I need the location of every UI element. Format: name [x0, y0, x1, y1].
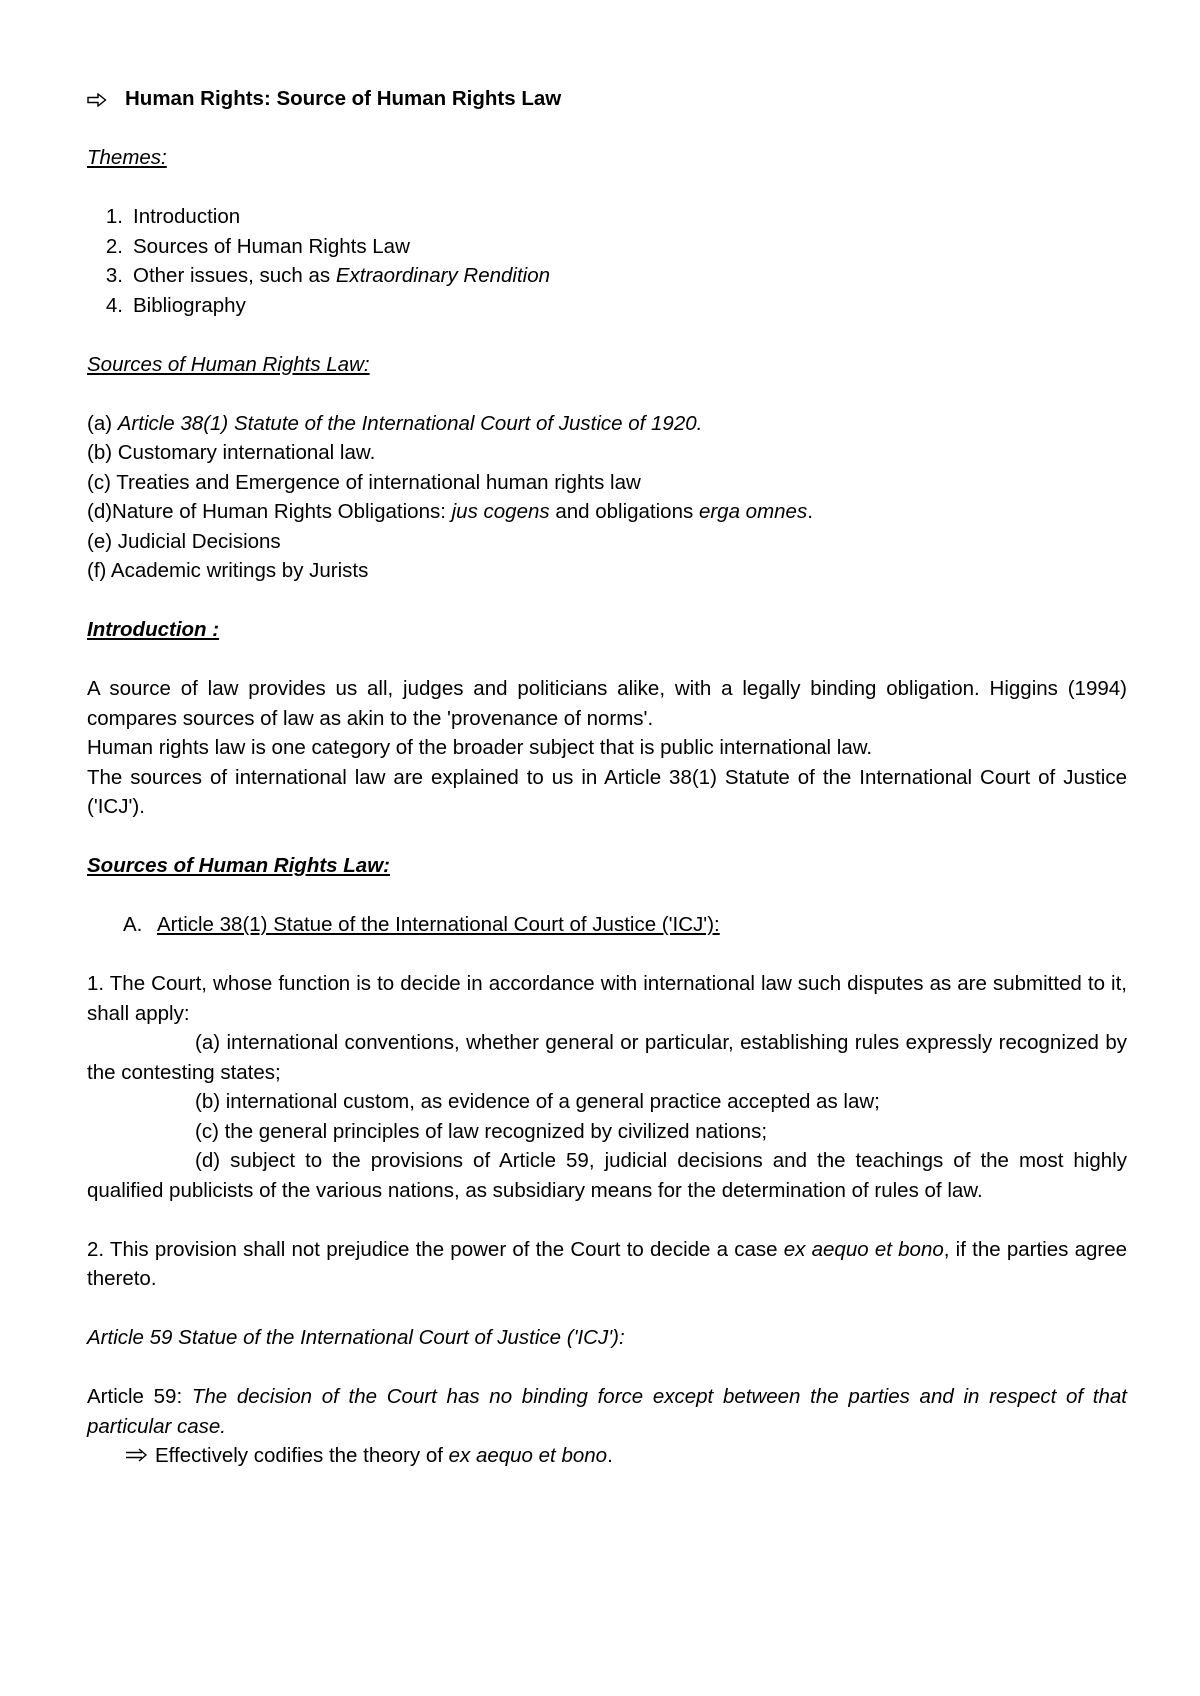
article-38-item-c: (c) the general principles of law recognized by civilized nations;: [195, 1119, 768, 1143]
themes-heading: Themes:: [87, 146, 167, 169]
list-item: (f) Academic writings by Jurists: [87, 559, 369, 582]
list-item: (a) Article 38(1) Statute of the International Court of Justice of 1920.: [87, 411, 703, 435]
section-a-heading: A. Article 38(1) Statue of the International Court of Justice ('ICJ'):: [123, 913, 720, 936]
list-item: (c) Treaties and Emergence of international human rights law: [87, 470, 641, 494]
article-38-paragraph-1: 1. The Court, whose function is to decide in accordance with international law such disputes as are submitted to it, shall apply:: [87, 972, 1127, 1025]
document-title: Human Rights: Source of Human Rights Law: [125, 87, 562, 110]
article-59-text: Article 59: The decision of the Court has no binding force except between the parties and in respect of that particular case.: [87, 1385, 1127, 1438]
article-59-heading: Article 59 Statue of the International Court of Justice ('ICJ'):: [87, 1326, 625, 1349]
article-38-item-b: (b) international custom, as evidence of a general practice accepted as law;: [195, 1090, 880, 1113]
article-38-paragraph-2: 2. This provision shall not prejudice the power of the Court to decide a case ex aequo et bono, if the parties agree thereto.: [87, 1237, 1128, 1290]
introduction-heading: Introduction :: [87, 618, 220, 641]
list-item: (d)Nature of Human Rights Obligations: jus cogens and obligations erga omnes.: [87, 500, 813, 523]
list-item: (e) Judicial Decisions: [87, 529, 281, 553]
sources-heading-bold: Sources of Human Rights Law:: [87, 854, 390, 877]
themes-list: [87, 202, 1127, 320]
document-title-row: [87, 84, 1127, 114]
list-item: 4. Bibliography: [105, 293, 246, 317]
list-item: (b) Customary international law.: [87, 441, 376, 464]
article-38-item-d: (d) subject to the provisions of Article 59, judicial decisions and the teachings of the most highly qualified publicists of the various nations, as subsidiary means for the determination of rules of law.: [87, 1149, 1127, 1202]
article-59-note: Effectively codifies the theory of ex aequo et bono.: [87, 1441, 1127, 1471]
article-38-text: [87, 969, 1127, 1294]
list-item: 1. Introduction: [105, 205, 241, 228]
right-arrow-outline-icon: [87, 84, 125, 114]
document-page: [87, 84, 1127, 1471]
sources-list: [87, 409, 1127, 586]
article-38-item-a: (a) international conventions, whether general or particular, establishing rules expressly recognized by the contesting states;: [87, 1031, 1127, 1084]
list-item: 2. Sources of Human Rights Law: [105, 234, 410, 258]
sources-heading: Sources of Human Rights Law:: [87, 352, 370, 376]
intro-paragraph: A source of law provides us all, judges and politicians alike, with a legally binding obligation. Higgins (1994) compares sources of law as akin to the 'provenance of norms'.: [87, 677, 1127, 730]
double-right-arrow-icon: [125, 1441, 155, 1471]
intro-paragraph: The sources of international law are explained to us in Article 38(1) Statute of the International Court of Justice ('ICJ').: [87, 765, 1127, 818]
intro-paragraph: Human rights law is one category of the broader subject that is public international law.: [87, 736, 873, 759]
list-item: 3. Other issues, such as Extraordinary Rendition: [105, 264, 551, 287]
